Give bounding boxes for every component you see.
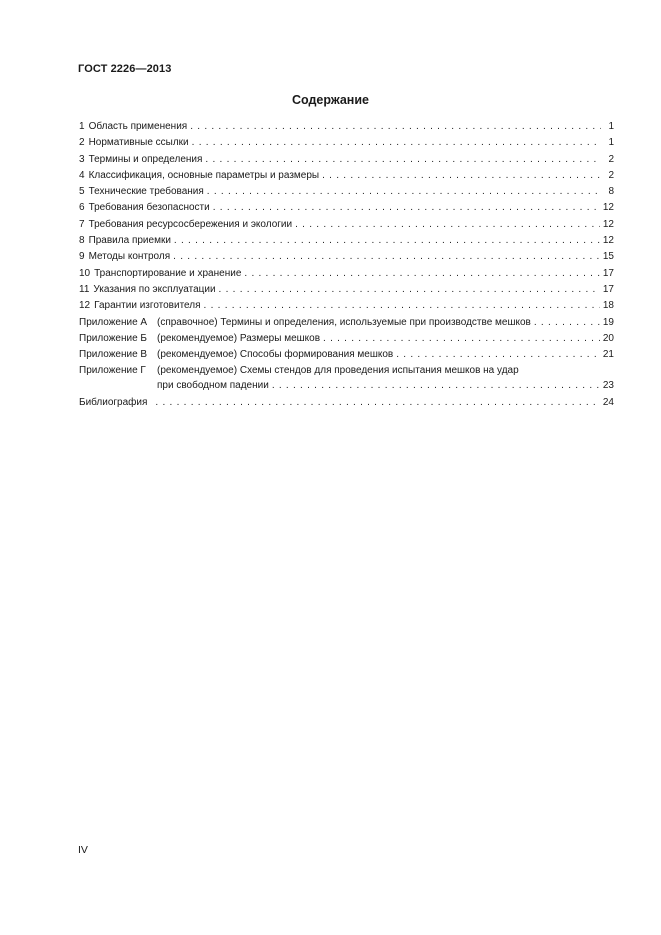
- toc-title: Содержание: [291, 93, 369, 107]
- bibliography-title: Библиография: [79, 397, 148, 409]
- appendix-label: Приложение В: [79, 349, 148, 361]
- toc-entry-number: 11: [79, 283, 90, 295]
- toc-entry-number: 8: [79, 235, 85, 247]
- toc-leader-dots: [207, 184, 601, 200]
- toc-entry-number: 3: [79, 153, 85, 165]
- appendix-label: Приложение А: [79, 316, 148, 328]
- toc-entry-title: Требования ресурсосбережения и экологии: [88, 218, 293, 230]
- toc-entry[interactable]: [79, 298, 614, 314]
- toc-leader-dots: [213, 200, 600, 216]
- toc-entry-page: 19: [602, 316, 614, 328]
- toc-entry[interactable]: [79, 217, 614, 233]
- toc-entry-page: 2: [608, 153, 614, 165]
- toc-leader-dots: [205, 152, 601, 168]
- toc-entry-page: 12: [602, 202, 614, 214]
- appendix-label: Приложение Б: [79, 332, 147, 344]
- toc-entry-title: Область применения: [88, 121, 188, 132]
- toc-entry-title: Нормативные ссылки: [88, 137, 189, 149]
- toc-entry-number: 7: [79, 218, 85, 230]
- toc-leader-dots: [155, 395, 599, 411]
- toc-leader-dots: [295, 217, 600, 233]
- toc-appendix-entry[interactable]: [79, 331, 614, 347]
- toc-bibliography-entry[interactable]: [79, 395, 614, 411]
- toc-entry-page: 18: [602, 300, 614, 312]
- toc-entry-page: 12: [602, 235, 614, 247]
- appendix-title: (рекомендуемое) Способы формирования мешков: [157, 349, 394, 361]
- toc-entry-title: Методы контроля: [88, 251, 171, 263]
- toc-entry-page: 24: [602, 397, 614, 409]
- toc-entry-page: 17: [602, 283, 614, 295]
- toc-entry-page: 17: [602, 267, 614, 279]
- toc-entry-number: 2: [79, 137, 85, 149]
- toc-leader-dots: [173, 249, 600, 265]
- appendix-label: Приложение Г: [79, 365, 146, 377]
- toc-leader-dots: [190, 119, 601, 135]
- table-of-contents: [79, 119, 614, 412]
- toc-leader-dots: [174, 233, 600, 249]
- toc-entry-page: 1: [608, 137, 614, 149]
- toc-leader-dots: [192, 135, 601, 151]
- toc-entry-number: 9: [79, 251, 85, 263]
- toc-entry-page: 1: [608, 121, 614, 132]
- toc-entry-page: 23: [602, 379, 614, 391]
- toc-entry-number: 12: [79, 300, 91, 312]
- toc-entry[interactable]: [79, 200, 614, 216]
- toc-entry[interactable]: [79, 119, 614, 135]
- toc-entry[interactable]: [79, 249, 614, 265]
- toc-appendix-entry[interactable]: [79, 363, 614, 392]
- appendix-title: (рекомендуемое) Размеры мешков: [157, 332, 321, 344]
- toc-entry-title: Термины и определения: [88, 153, 203, 165]
- toc-leader-dots: [534, 315, 600, 331]
- toc-entry[interactable]: [79, 282, 614, 298]
- toc-appendix-entry[interactable]: [79, 315, 614, 331]
- appendix-title: (рекомендуемое) Схемы стендов для проведения испытания мешков на удар: [157, 365, 519, 377]
- toc-entry-number: 5: [79, 186, 85, 198]
- appendix-title-continued: при свободном падении: [157, 379, 269, 391]
- document-header: ГОСТ 2226—2013: [78, 63, 172, 75]
- toc-entry[interactable]: [79, 135, 614, 151]
- toc-leader-dots: [323, 331, 600, 347]
- toc-leader-dots: [272, 380, 600, 393]
- toc-entry-title: Технические требования: [88, 186, 204, 198]
- toc-leader-dots: [219, 282, 600, 298]
- toc-entry-number: 6: [79, 202, 85, 214]
- toc-entry[interactable]: [79, 184, 614, 200]
- toc-entry-number: 4: [79, 169, 85, 181]
- toc-entry-title: Указания по эксплуатации: [93, 283, 216, 295]
- toc-entry-page: 8: [608, 186, 614, 198]
- toc-entry-title: Требования безопасности: [88, 202, 210, 214]
- toc-leader-dots: [322, 168, 601, 184]
- toc-entry[interactable]: [79, 266, 614, 282]
- toc-appendix-entry[interactable]: [79, 347, 614, 363]
- toc-leader-dots: [396, 347, 600, 363]
- page-number: IV: [78, 844, 88, 856]
- toc-leader-dots: [244, 266, 599, 282]
- toc-entry[interactable]: [79, 168, 614, 184]
- toc-entry-page: 20: [602, 332, 614, 344]
- toc-entry-page: 21: [602, 349, 614, 361]
- toc-leader-dots: [204, 298, 600, 314]
- toc-entry-title: Классификация, основные параметры и размеры: [88, 169, 320, 181]
- toc-entry-number: 1: [79, 121, 85, 132]
- toc-entry-number: 10: [79, 267, 91, 279]
- toc-entry-title: Гарантии изготовителя: [94, 300, 201, 312]
- toc-entry-title: Правила приемки: [88, 235, 171, 247]
- toc-entry[interactable]: [79, 152, 614, 168]
- toc-entry-page: 2: [608, 169, 614, 181]
- toc-entry[interactable]: [79, 233, 614, 249]
- appendix-title: (справочное) Термины и определения, используемые при производстве мешков: [157, 316, 531, 328]
- toc-entry-page: 12: [602, 218, 614, 230]
- toc-entry-page: 15: [602, 251, 614, 263]
- toc-entry-title: Транспортирование и хранение: [94, 267, 242, 279]
